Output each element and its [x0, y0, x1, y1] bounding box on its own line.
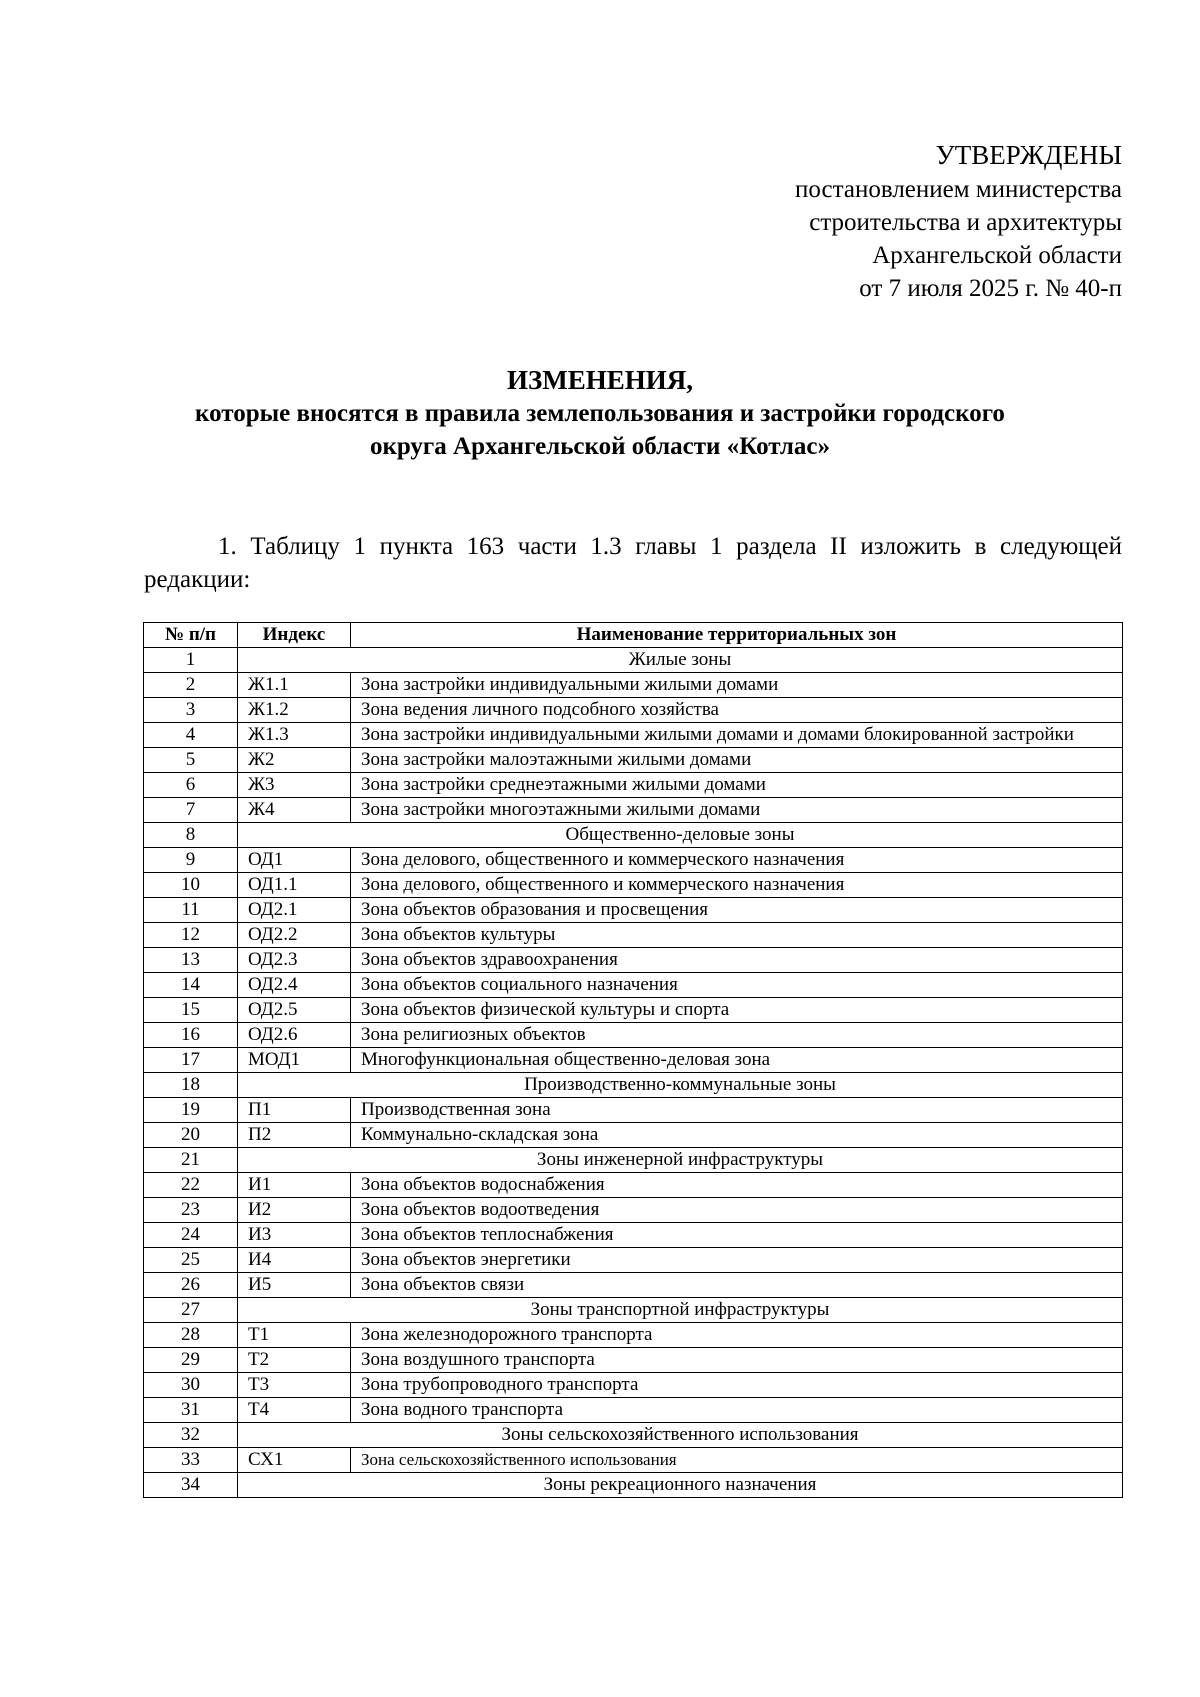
zone-index: СХ1: [238, 1448, 351, 1473]
zone-group-title: Зоны инженерной инфраструктуры: [238, 1148, 1123, 1173]
table-row: [144, 698, 1123, 723]
zone-name: Многофункциональная общественно-деловая зона: [351, 1048, 1123, 1073]
zone-group-title: Производственно-коммунальные зоны: [238, 1073, 1123, 1098]
table-row: [144, 1273, 1123, 1298]
table-row: [144, 1398, 1123, 1423]
row-number: 22: [144, 1173, 238, 1198]
row-number: 32: [144, 1423, 238, 1448]
row-number: 23: [144, 1198, 238, 1223]
row-number: 16: [144, 1023, 238, 1048]
table-row: [144, 1123, 1123, 1148]
zone-name: Зона объектов образования и просвещения: [351, 898, 1123, 923]
zone-name: Зона объектов водоснабжения: [351, 1173, 1123, 1198]
zone-index: И5: [238, 1273, 351, 1298]
zone-name: Зона объектов связи: [351, 1273, 1123, 1298]
zone-name: Зона делового, общественного и коммерческого назначения: [351, 848, 1123, 873]
table-group-row: [144, 1148, 1123, 1173]
zone-name: Зона застройки малоэтажными жилыми домами: [351, 748, 1123, 773]
zone-name: Зона объектов водоотведения: [351, 1198, 1123, 1223]
zone-group-title: Зоны транспортной инфраструктуры: [238, 1298, 1123, 1323]
row-number: 17: [144, 1048, 238, 1073]
zone-name: Зона застройки многоэтажными жилыми домами: [351, 798, 1123, 823]
row-number: 29: [144, 1348, 238, 1373]
zone-name: Зона объектов теплоснабжения: [351, 1223, 1123, 1248]
approval-line: постановлением министерства: [795, 176, 1122, 203]
row-number: 7: [144, 798, 238, 823]
zone-index: Т4: [238, 1398, 351, 1423]
row-number: 27: [144, 1298, 238, 1323]
zone-name: Зона воздушного транспорта: [351, 1348, 1123, 1373]
zone-index: ОД2.1: [238, 898, 351, 923]
zone-index: И1: [238, 1173, 351, 1198]
zone-index: ОД1: [238, 848, 351, 873]
zone-name: Зона водного транспорта: [351, 1398, 1123, 1423]
zone-name: Зона трубопроводного транспорта: [351, 1373, 1123, 1398]
row-number: 4: [144, 723, 238, 748]
document-title: [0, 364, 1200, 463]
zone-index: ОД2.4: [238, 973, 351, 998]
zone-group-title: Зоны рекреационного назначения: [238, 1473, 1123, 1498]
zone-index: Ж4: [238, 798, 351, 823]
header-number: № п/п: [144, 623, 238, 648]
table-row: [144, 1248, 1123, 1273]
table-row: [144, 998, 1123, 1023]
table-group-row: [144, 1473, 1123, 1498]
row-number: 15: [144, 998, 238, 1023]
zone-name: Зона объектов здравоохранения: [351, 948, 1123, 973]
table-row: [144, 1448, 1123, 1473]
zone-index: Т3: [238, 1373, 351, 1398]
table-row: [144, 923, 1123, 948]
zone-name: Зона объектов энергетики: [351, 1248, 1123, 1273]
row-number: 8: [144, 823, 238, 848]
approval-date: от 7 июля 2025 г. № 40-п: [859, 275, 1122, 302]
table-row: [144, 673, 1123, 698]
zone-name: Зона религиозных объектов: [351, 1023, 1123, 1048]
row-number: 6: [144, 773, 238, 798]
table-header-row: [144, 623, 1123, 648]
zone-name: Зона объектов социального назначения: [351, 973, 1123, 998]
row-number: 34: [144, 1473, 238, 1498]
row-number: 11: [144, 898, 238, 923]
row-number: 24: [144, 1223, 238, 1248]
row-number: 25: [144, 1248, 238, 1273]
zone-group-title: Жилые зоны: [238, 648, 1123, 673]
row-number: 9: [144, 848, 238, 873]
zone-name: Зона объектов культуры: [351, 923, 1123, 948]
zone-index: Т2: [238, 1348, 351, 1373]
zone-index: И4: [238, 1248, 351, 1273]
table-row: [144, 748, 1123, 773]
table-group-row: [144, 1423, 1123, 1448]
row-number: 19: [144, 1098, 238, 1123]
table-row: [144, 1173, 1123, 1198]
table-row: [144, 873, 1123, 898]
table-row: [144, 948, 1123, 973]
zone-name: Зона застройки индивидуальными жилыми домами: [351, 673, 1123, 698]
zone-index: МОД1: [238, 1048, 351, 1073]
table-row: [144, 973, 1123, 998]
zones-table: [143, 622, 1123, 1498]
row-number: 20: [144, 1123, 238, 1148]
zone-name: Зона объектов физической культуры и спорта: [351, 998, 1123, 1023]
table-row: [144, 1348, 1123, 1373]
zone-name: Зона застройки среднеэтажными жилыми домами: [351, 773, 1123, 798]
table-row: [144, 798, 1123, 823]
row-number: 30: [144, 1373, 238, 1398]
zone-index: Ж1.2: [238, 698, 351, 723]
title-heading: ИЗМЕНЕНИЯ,: [506, 365, 693, 395]
zone-index: ОД2.5: [238, 998, 351, 1023]
row-number: 31: [144, 1398, 238, 1423]
zone-name: Производственная зона: [351, 1098, 1123, 1123]
header-zone-name: Наименование территориальных зон: [351, 623, 1123, 648]
approval-line: строительства и архитектуры: [809, 209, 1122, 236]
zone-index: Ж1.3: [238, 723, 351, 748]
zone-index: Ж2: [238, 748, 351, 773]
table-body: [144, 648, 1123, 1498]
zone-name: Коммунально-складская зона: [351, 1123, 1123, 1148]
zone-index: Ж1.1: [238, 673, 351, 698]
table-row: [144, 1323, 1123, 1348]
zone-index: ОД2.3: [238, 948, 351, 973]
table-row: [144, 1223, 1123, 1248]
zone-name: Зона застройки индивидуальными жилыми домами и домами блокированной застройки: [351, 723, 1123, 748]
row-number: 26: [144, 1273, 238, 1298]
zone-name: Зона делового, общественного и коммерческого назначения: [351, 873, 1123, 898]
header-index: Индекс: [238, 623, 351, 648]
row-number: 18: [144, 1073, 238, 1098]
zone-name: Зона сельскохозяйственного использования: [351, 1448, 1123, 1473]
zone-index: И3: [238, 1223, 351, 1248]
zone-index: П2: [238, 1123, 351, 1148]
title-line: которые вносятся в правила землепользования и застройки городского: [195, 400, 1005, 427]
row-number: 5: [144, 748, 238, 773]
zone-name: Зона ведения личного подсобного хозяйства: [351, 698, 1123, 723]
table-row: [144, 1373, 1123, 1398]
zone-index: Ж3: [238, 773, 351, 798]
table-group-row: [144, 648, 1123, 673]
table-row: [144, 723, 1123, 748]
table-row: [144, 1023, 1123, 1048]
approval-line: Архангельской области: [872, 242, 1122, 269]
zone-index: И2: [238, 1198, 351, 1223]
zone-group-title: Зоны сельскохозяйственного использования: [238, 1423, 1123, 1448]
zone-name: Зона железнодорожного транспорта: [351, 1323, 1123, 1348]
zone-index: ОД2.2: [238, 923, 351, 948]
row-number: 33: [144, 1448, 238, 1473]
zone-index: ОД2.6: [238, 1023, 351, 1048]
zone-group-title: Общественно-деловые зоны: [238, 823, 1123, 848]
table-row: [144, 1048, 1123, 1073]
title-line: округа Архангельской области «Котлас»: [369, 433, 831, 460]
body-paragraph: 1. Таблицу 1 пункта 163 части 1.3 главы 1 раздела II изложить в следующей редакции:: [144, 533, 1122, 593]
approval-stamp: [602, 138, 1122, 305]
row-number: 2: [144, 673, 238, 698]
table-row: [144, 848, 1123, 873]
row-number: 10: [144, 873, 238, 898]
table-row: [144, 1098, 1123, 1123]
row-number: 21: [144, 1148, 238, 1173]
table-row: [144, 1198, 1123, 1223]
row-number: 13: [144, 948, 238, 973]
row-number: 12: [144, 923, 238, 948]
approval-heading: УТВЕРЖДЕНЫ: [935, 140, 1122, 170]
zone-index: Т1: [238, 1323, 351, 1348]
row-number: 28: [144, 1323, 238, 1348]
table-group-row: [144, 823, 1123, 848]
table-group-row: [144, 1073, 1123, 1098]
row-number: 1: [144, 648, 238, 673]
zone-index: П1: [238, 1098, 351, 1123]
table-row: [144, 898, 1123, 923]
zone-index: ОД1.1: [238, 873, 351, 898]
table-row: [144, 773, 1123, 798]
row-number: 14: [144, 973, 238, 998]
row-number: 3: [144, 698, 238, 723]
table-group-row: [144, 1298, 1123, 1323]
